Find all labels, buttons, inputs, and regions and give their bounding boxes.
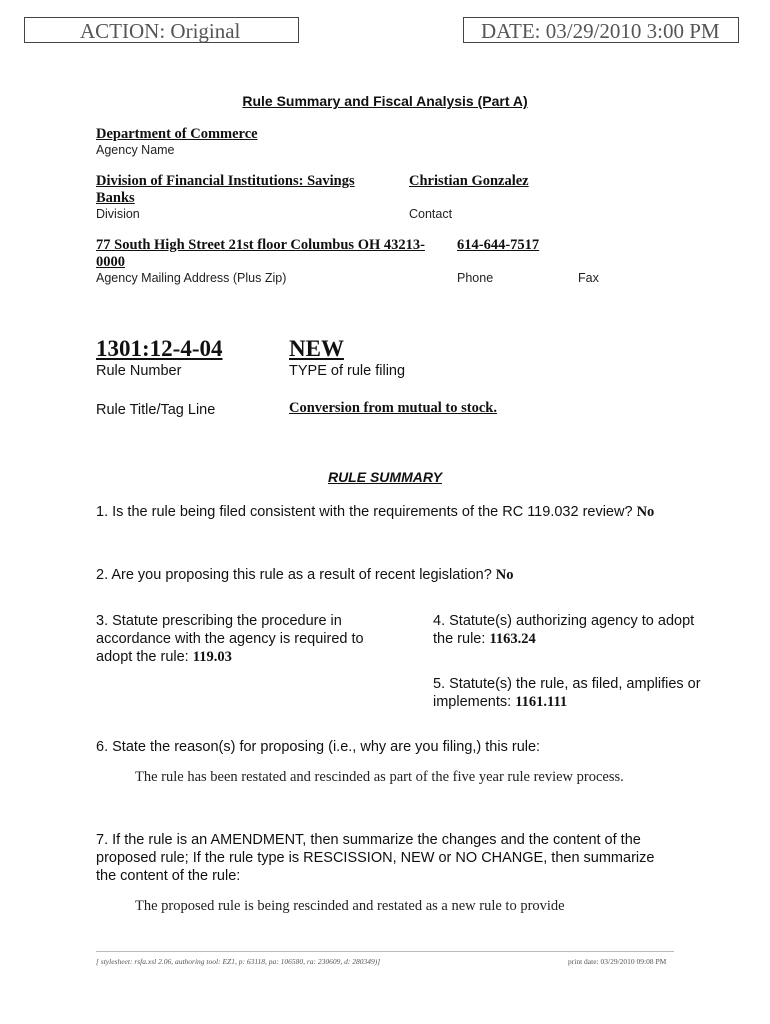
question-1-text: 1. Is the rule being filed consistent with the requirements of the RC 119.032 review?: [96, 504, 633, 520]
rule-title-value: Conversion from mutual to stock.: [289, 400, 497, 416]
question-4: [433, 612, 703, 648]
page-title: Rule Summary and Fiscal Analysis (Part A): [242, 93, 528, 109]
agency-name: Department of Commerce: [96, 126, 258, 142]
action-text: ACTION: Original: [80, 19, 241, 43]
phone-label: Phone: [457, 271, 494, 285]
fax-label: Fax: [578, 271, 599, 285]
rule-number-label: Rule Number: [96, 363, 182, 379]
rule-number: 1301:12-4-04: [96, 336, 223, 361]
contact-value: Christian Gonzalez: [409, 173, 529, 189]
address-label: Agency Mailing Address (Plus Zip): [96, 271, 287, 285]
question-3: [96, 612, 396, 666]
rule-title-label: Rule Title/Tag Line: [96, 402, 216, 418]
division-label: Division: [96, 207, 140, 221]
question-2: [96, 566, 696, 584]
question-1: [96, 503, 656, 521]
question-4-text: 4. Statute(s) authorizing agency to adopt the rule:: [433, 613, 695, 647]
answer-5: 1161.111: [515, 694, 568, 710]
footer-print-date: print date: 03/29/2010 09:08 PM: [568, 957, 667, 966]
answer-7: The proposed rule is being rescinded and restated as a new rule to provide: [135, 898, 565, 914]
contact-label: Contact: [409, 207, 453, 221]
phone-value: 614-644-7517: [457, 237, 540, 253]
agency-name-label: Agency Name: [96, 143, 175, 157]
rule-type: NEW: [289, 336, 344, 361]
question-6: 6. State the reason(s) for proposing (i.e., why are you filing,) this rule:: [96, 739, 541, 755]
question-5: [433, 675, 723, 711]
action-box: [24, 17, 299, 43]
date-text: DATE: 03/29/2010 3:00 PM: [481, 19, 720, 43]
answer-2: No: [495, 567, 514, 583]
address-value: 77 South High Street 21st floor Columbus OH 43213-0000: [96, 237, 425, 270]
date-box: [463, 17, 739, 43]
question-5-text: 5. Statute(s) the rule, as filed, amplifies or implements:: [433, 676, 701, 710]
answer-1: No: [636, 504, 655, 520]
footer-divider: [96, 951, 674, 952]
question-7: 7. If the rule is an AMENDMENT, then summarize the changes and the content of the proposed rule; If the rule type is RESCISSION, NEW or NO CHANGE, then summarize the content of the rule:: [96, 832, 655, 884]
answer-3: 119.03: [192, 649, 232, 665]
answer-6: The rule has been restated and rescinded as part of the five year rule review process.: [135, 769, 624, 785]
answer-4: 1163.24: [489, 631, 536, 647]
question-3-text: 3. Statute prescribing the procedure in accordance with the agency is required to adopt the rule:: [96, 613, 364, 665]
division-value: Division of Financial Institutions: Savings Banks: [96, 173, 355, 206]
question-2-text: 2. Are you proposing this rule as a result of recent legislation?: [96, 567, 492, 583]
rule-type-label: TYPE of rule filing: [289, 363, 406, 379]
footer-left: [ stylesheet: rsfa.xsl 2.06, authoring tool: EZ1, p: 63118, pa: 106580, ra: 230609, d: 280349)]: [96, 957, 381, 966]
rule-summary-heading: RULE SUMMARY: [327, 469, 443, 485]
